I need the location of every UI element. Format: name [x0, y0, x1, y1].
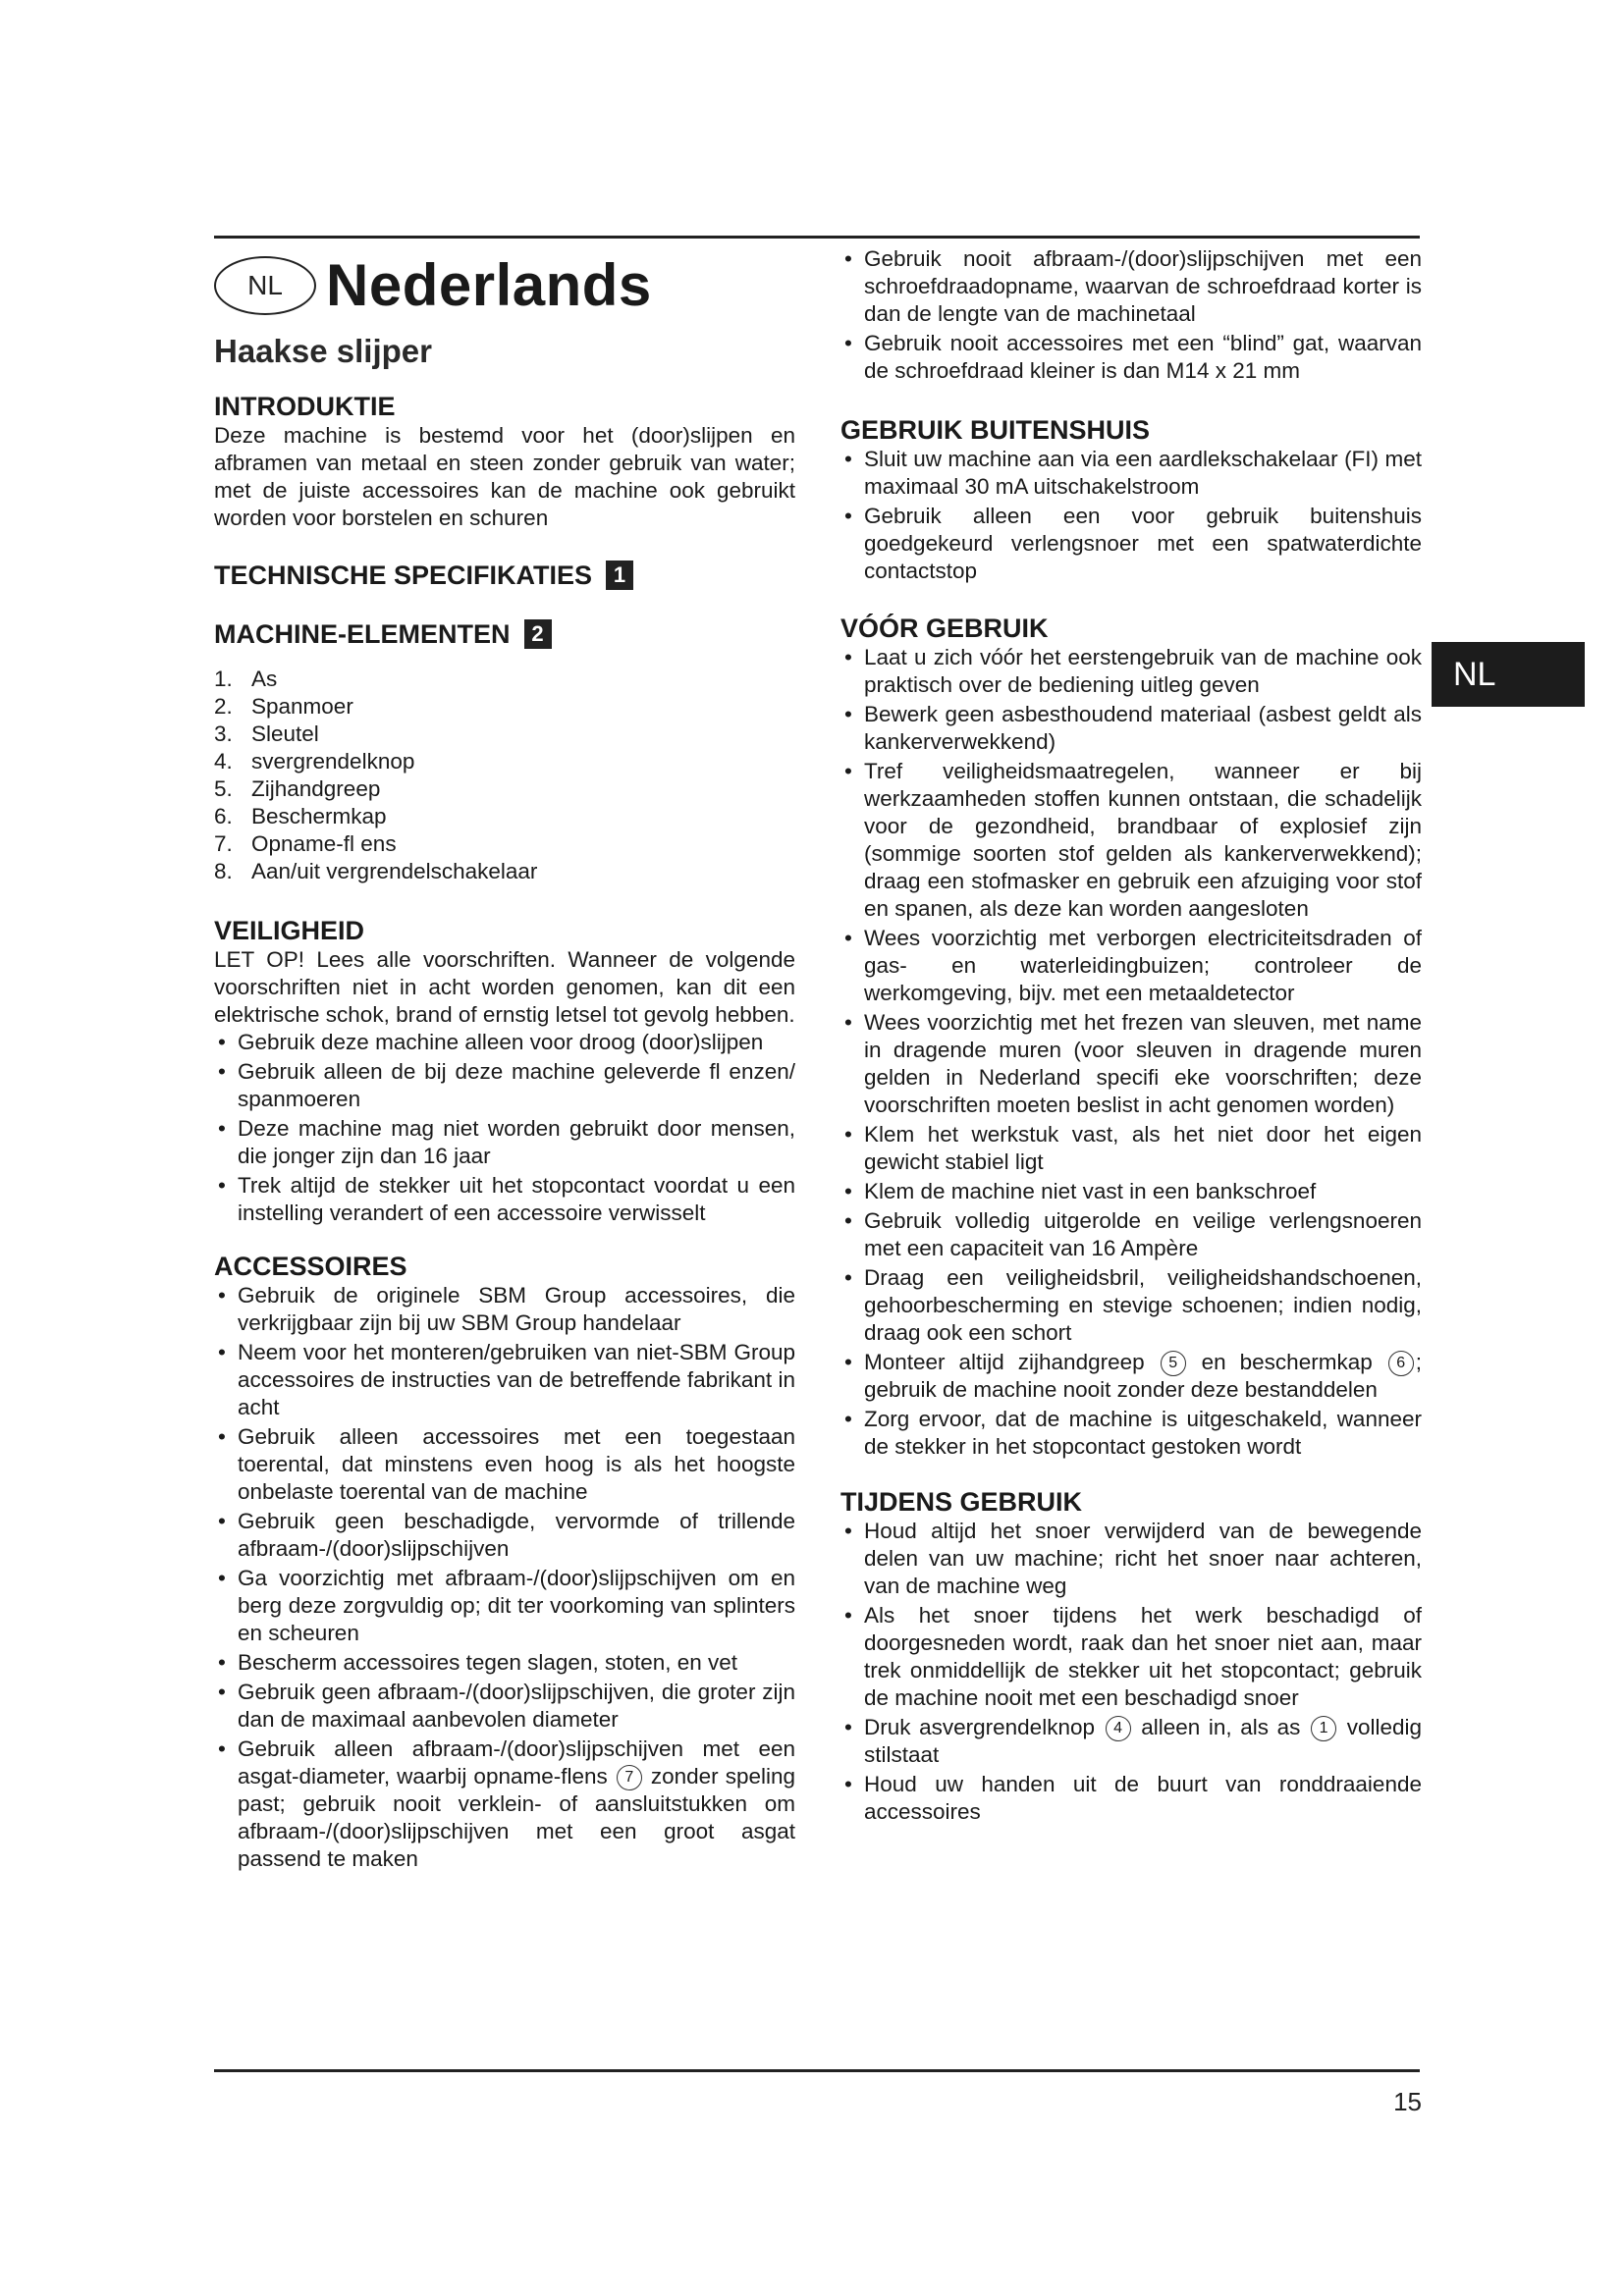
before-use-list: [840, 644, 1422, 1347]
before-use-heading: VÓÓR GEBRUIK: [840, 614, 1049, 643]
list-item: • Deze machine mag niet worden gebruikt door mensen, die jonger zijn dan 16 jaar: [214, 1115, 795, 1170]
elements-list: [214, 666, 795, 885]
list-item: • Gebruik volledig uitgerolde en veilige verlengsnoeren met een capaciteit van 16 Ampère: [840, 1207, 1422, 1262]
list-item: • Draag een veiligheidsbril, veiligheidshandschoenen, gehoorbescherming en stevige schoenen; indien nodig, draag ook een schort: [840, 1264, 1422, 1347]
item-number: 6.: [214, 804, 233, 828]
list-item: • Trek altijd de stekker uit het stopcontact voordat u een instelling verandert of een accessoire verwisselt: [214, 1172, 795, 1227]
page-number: 15: [1393, 2087, 1422, 2116]
list-item: • Bewerk geen asbesthoudend materiaal (asbest geldt als kankerverwekkend): [840, 701, 1422, 756]
during-use-heading: TIJDENS GEBRUIK: [840, 1487, 1083, 1518]
list-item: • Druk asvergrendelknop 4 alleen in, als as 1 volledig stilstaat: [840, 1714, 1422, 1769]
item-label: Opname-fl ens: [251, 831, 397, 856]
list-item: [214, 666, 795, 693]
part-number-7-icon: 7: [617, 1765, 642, 1790]
language-badge: NL: [214, 256, 316, 315]
list-item: • Wees voorzichtig met het frezen van sleuven, met name in dragende muren (voor sleuven in dragende muren gelden in Nederland specifi eke voorschriften; deze voorschriften moeten beslist in acht genomen worden): [840, 1009, 1422, 1119]
specs-section: [214, 560, 795, 591]
intro-section: [214, 391, 795, 532]
elements-heading-label: MACHINE-ELEMENTEN: [214, 619, 511, 649]
item-number: 5.: [214, 776, 233, 801]
accessories-continued-list: [840, 245, 1422, 385]
list-item: • Als het snoer tijdens het werk beschadigd of doorgesneden wordt, raak dan het snoer niet aan, maar trek onmiddellijk de stekker uit het stopcontact; gebruik de machine nooit met een beschadigd snoer: [840, 1602, 1422, 1712]
list-item: • Gebruik geen afbraam-/(door)slijpschijven, die groter zijn dan de maximaal aanbevolen diameter: [214, 1679, 795, 1734]
list-item: • Gebruik alleen afbraam-/(door)slijpschijven met een asgat-diameter, waarbij opname-flens 7 zonder speling past; gebruik nooit verklein- of aansluitstukken om afbraam-/(door)slijpschijven met een groot asgat passend te maken: [214, 1735, 795, 1873]
list-item: • Gebruik nooit afbraam-/(door)slijpschijven met een schroefdraadopname, waarvan de schroefdraad korter is dan de lengte van de machinetaal: [840, 245, 1422, 328]
list-item: [214, 803, 795, 830]
during-use-extra-list: [840, 1714, 1422, 1826]
top-rule: [214, 236, 1420, 239]
list-item: • Klem het werkstuk vast, als het niet door het eigen gewicht stabiel ligt: [840, 1121, 1422, 1176]
list-item: • Houd uw handen uit de buurt van ronddraaiende accessoires: [840, 1771, 1422, 1826]
list-item: • Gebruik deze machine alleen voor droog (door)slijpen: [214, 1029, 795, 1056]
title-row: [214, 251, 795, 320]
list-item: • Klem de machine niet vast in een bankschroef: [840, 1178, 1422, 1205]
elements-heading: [214, 618, 795, 650]
accessories-flange-list: [214, 1735, 795, 1873]
specs-heading-label: TECHNISCHE SPECIFIKATIES: [214, 561, 593, 590]
part-number-1-icon: 1: [1311, 1716, 1336, 1741]
product-title: Haakse slijper: [214, 333, 432, 369]
item-label: Zijhandgreep: [251, 776, 381, 801]
item-number: 3.: [214, 721, 233, 746]
list-item: [214, 830, 795, 858]
before-use-extra-list: [840, 1349, 1422, 1461]
list-item: • Wees voorzichtig met verborgen electriciteitsdraden of gas- en waterleidingbuizen; controleer de werkomgeving, bijv. met een metaaldetector: [840, 925, 1422, 1007]
list-item: • Gebruik de originele SBM Group accessoires, die verkrijgbaar zijn bij uw SBM Group handelaar: [214, 1282, 795, 1337]
during-use-section: [840, 1486, 1422, 1826]
list-item: • Tref veiligheidsmaatregelen, wanneer er bij werkzaamheden stoffen kunnen ontstaan, die schadelijk voor de gezondheid, brandbaar of explosief zijn (sommige soorten stof gelden als kankerverwekkend); draag een stofmasker en gebruik een afzuiging voor stof en spanen, als deze kan worden aangesloten: [840, 758, 1422, 923]
safety-heading: VEILIGHEID: [214, 916, 365, 945]
list-item: [214, 693, 795, 721]
list-item: [214, 858, 795, 885]
list-item: • Gebruik alleen een voor gebruik buitenshuis goedgekeurd verlengsnoer met een spatwaterdichte contactstop: [840, 503, 1422, 585]
item-number: 4.: [214, 749, 233, 774]
list-item: • Laat u zich vóór het eerstengebruik van de machine ook praktisch over de bediening uitleg geven: [840, 644, 1422, 699]
accessories-section: [214, 1251, 795, 1873]
list-item: [214, 721, 795, 748]
accessories-list: [214, 1282, 795, 1734]
list-item: • Gebruik nooit accessoires met een “blind” gat, waarvan de schroefdraad kleiner is dan M14 x 21 mm: [840, 330, 1422, 385]
figure-1-badge: 1: [606, 561, 633, 590]
safety-list: [214, 1029, 795, 1227]
part-number-6-icon: 6: [1388, 1351, 1414, 1376]
safety-section: [214, 915, 795, 1227]
list-item: [214, 748, 795, 775]
list-item: • Zorg ervoor, dat de machine is uitgeschakeld, wanneer de stekker in het stopcontact gestoken wordt: [840, 1406, 1422, 1461]
item-label: Sleutel: [251, 721, 319, 746]
left-column: [214, 243, 795, 1875]
specs-heading: [214, 560, 795, 591]
item-label: As: [251, 667, 278, 691]
list-item: • Sluit uw machine aan via een aardlekschakelaar (FI) met maximaal 30 mA uitschakelstroom: [840, 446, 1422, 501]
list-item: • Gebruik geen beschadigde, vervormde of trillende afbraam-/(door)slijpschijven: [214, 1508, 795, 1563]
intro-heading: INTRODUKTIE: [214, 392, 396, 421]
list-item: • Bescherm accessoires tegen slagen, stoten, en vet: [214, 1649, 795, 1677]
language-side-tab: NL: [1432, 642, 1585, 707]
part-number-4-icon: 4: [1106, 1716, 1131, 1741]
list-item: • Monteer altijd zijhandgreep 5 en beschermkap 6 ; gebruik de machine nooit zonder deze bestanddelen: [840, 1349, 1422, 1404]
item-label: Aan/uit vergrendelschakelaar: [251, 859, 538, 883]
item-number: 1.: [214, 667, 233, 691]
elements-section: [214, 618, 795, 885]
figure-2-badge: 2: [524, 619, 552, 649]
right-column: [840, 245, 1422, 1828]
safety-intro: LET OP! Lees alle voorschriften. Wanneer de volgende voorschriften niet in acht worden genomen, kan dit een elektrische schok, brand of ernstig letsel tot gevolg hebben.: [214, 947, 795, 1027]
list-item: • Neem voor het monteren/gebruiken van niet-SBM Group accessoires de instructies van de betreffende fabrikant in acht: [214, 1339, 795, 1421]
item-number: 2.: [214, 694, 233, 719]
intro-text: Deze machine is bestemd voor het (door)slijpen en afbramen van metaal en steen zonder gebruik van water; met de juiste accessoires kan de machine ook gebruikt worden voor borstelen en schuren: [214, 423, 795, 530]
list-item: • Ga voorzichtig met afbraam-/(door)slijpschijven om en berg deze zorgvuldig op; dit ter voorkoming van splinters en scheuren: [214, 1565, 795, 1647]
outdoor-heading: GEBRUIK BUITENSHUIS: [840, 415, 1151, 445]
item-label: svergrendelknop: [251, 749, 415, 774]
item-number: 8.: [214, 859, 233, 883]
outdoor-list: [840, 446, 1422, 585]
item-label: Beschermkap: [251, 804, 387, 828]
language-title: Nederlands: [326, 252, 652, 318]
bottom-rule: [214, 2069, 1420, 2072]
list-item: [214, 775, 795, 803]
list-item: • Gebruik alleen de bij deze machine geleverde fl enzen/ spanmoeren: [214, 1058, 795, 1113]
outdoor-section: [840, 414, 1422, 585]
list-item: • Gebruik alleen accessoires met een toegestaan toerental, dat minstens even hoog is als het hoogste onbelaste toerental van de machine: [214, 1423, 795, 1506]
during-use-list: [840, 1518, 1422, 1712]
item-label: Spanmoer: [251, 694, 353, 719]
list-item: • Houd altijd het snoer verwijderd van de bewegende delen van uw machine; richt het snoer naar achteren, van de machine weg: [840, 1518, 1422, 1600]
accessories-heading: ACCESSOIRES: [214, 1252, 407, 1281]
item-number: 7.: [214, 831, 233, 856]
part-number-5-icon: 5: [1161, 1351, 1186, 1376]
before-use-section: [840, 613, 1422, 1461]
